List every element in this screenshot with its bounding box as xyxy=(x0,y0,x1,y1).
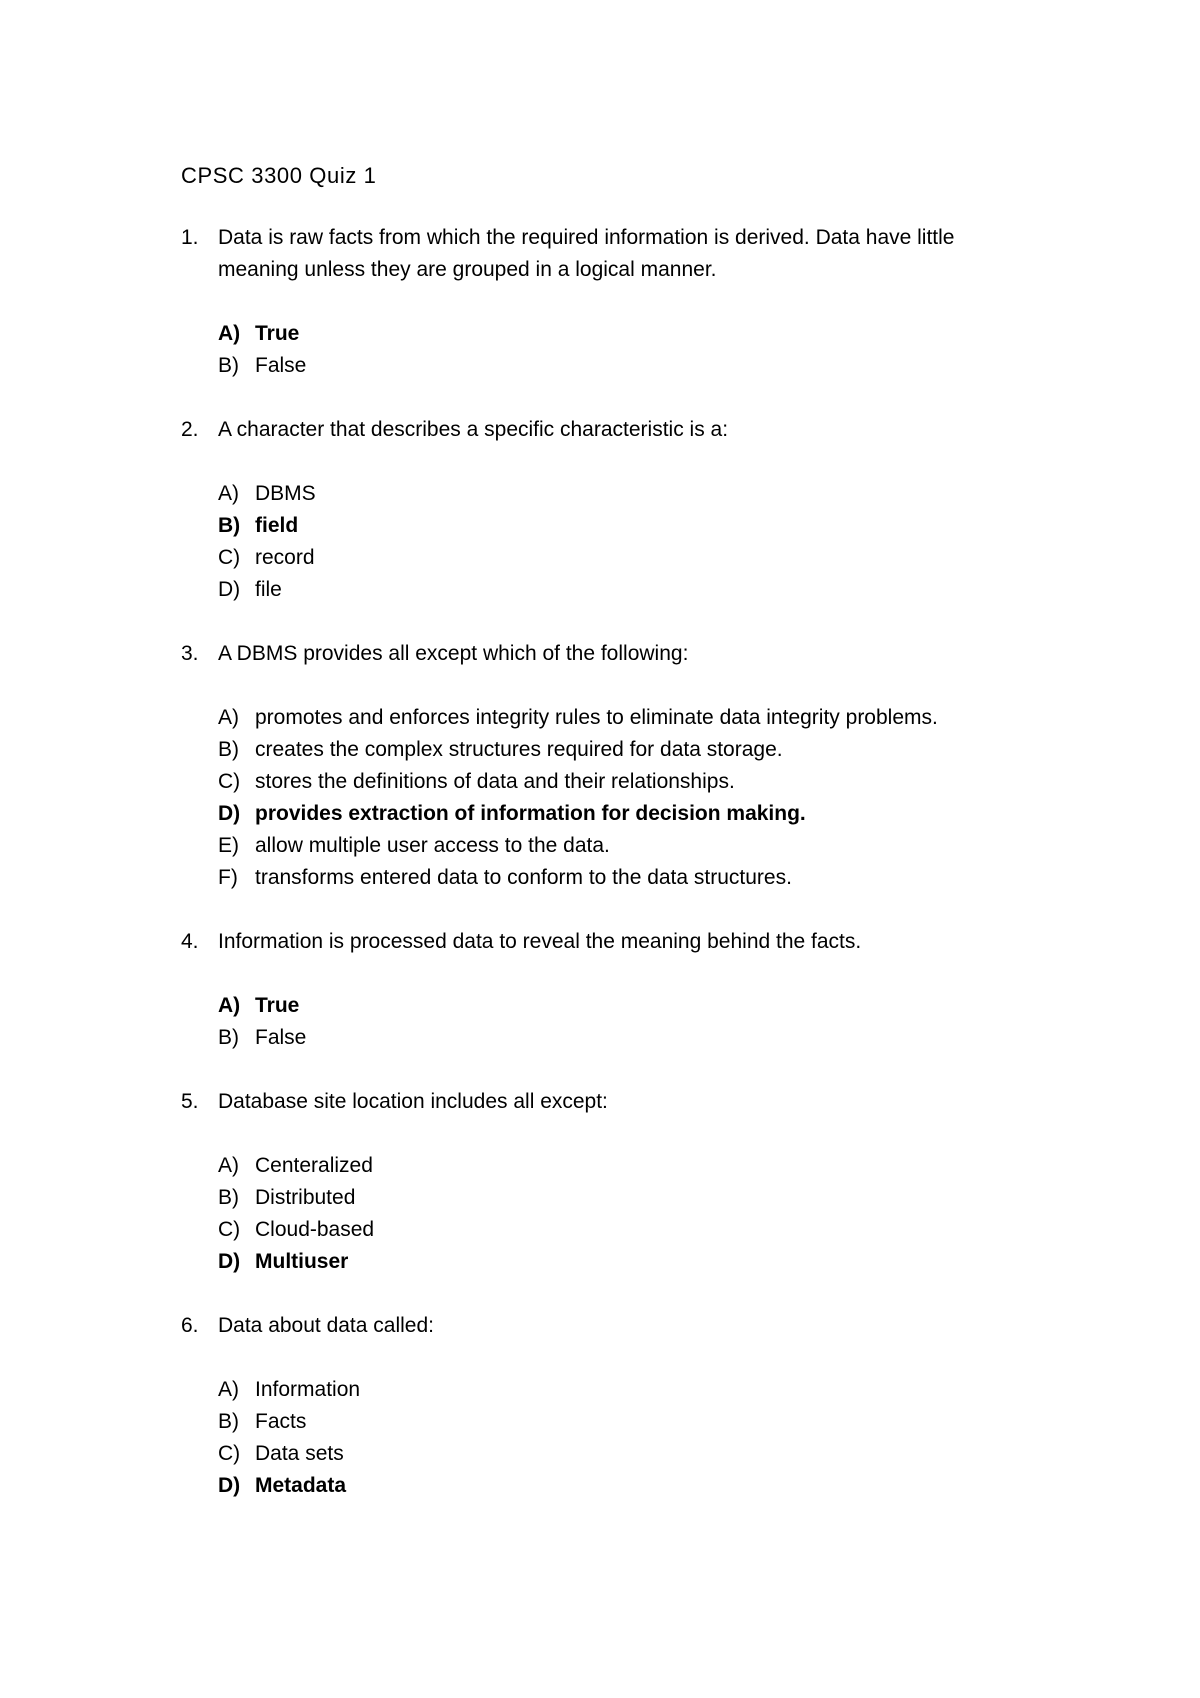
option-letter: B) xyxy=(218,738,239,761)
question-number: 2. xyxy=(181,418,199,441)
question-text: A character that describes a specific characteristic is a: xyxy=(218,418,729,441)
option-text: promotes and enforces integrity rules to eliminate data integrity problems. xyxy=(255,706,938,729)
option-text-correct: field xyxy=(255,514,299,537)
option-letter: B) xyxy=(218,514,241,537)
option-letter: C) xyxy=(218,546,241,569)
question-number: 6. xyxy=(181,1314,199,1337)
option-letter: D) xyxy=(218,1474,241,1497)
option-letter: B) xyxy=(218,1186,239,1209)
option-text: False xyxy=(255,354,307,377)
option-text: Facts xyxy=(255,1410,307,1433)
option-letter: C) xyxy=(218,1442,241,1465)
question-text: Information is processed data to reveal the meaning behind the facts. xyxy=(218,930,862,953)
option-letter: C) xyxy=(218,770,241,793)
option-letter: A) xyxy=(218,994,241,1017)
option-text-correct: True xyxy=(255,994,300,1017)
option-letter: A) xyxy=(218,706,239,729)
option-letter: F) xyxy=(218,866,238,889)
option-letter: B) xyxy=(218,354,239,377)
option-letter: A) xyxy=(218,1154,239,1177)
option-letter: E) xyxy=(218,834,239,857)
option-letter: A) xyxy=(218,482,239,505)
option-letter: B) xyxy=(218,1026,239,1049)
option-text-correct: True xyxy=(255,322,300,345)
option-letter: B) xyxy=(218,1410,239,1433)
option-text-correct: Metadata xyxy=(255,1474,347,1497)
option-text: Distributed xyxy=(255,1186,356,1209)
option-letter: D) xyxy=(218,578,241,601)
option-letter: A) xyxy=(218,322,241,345)
question-text: Database site location includes all except: xyxy=(218,1090,608,1113)
question-number: 1. xyxy=(181,226,199,249)
option-text: stores the definitions of data and their relationships. xyxy=(255,770,735,793)
option-letter: D) xyxy=(218,802,241,825)
option-letter: C) xyxy=(218,1218,241,1241)
option-text-correct: Multiuser xyxy=(255,1250,349,1273)
option-text: False xyxy=(255,1026,307,1049)
option-text: DBMS xyxy=(255,482,316,505)
option-letter: A) xyxy=(218,1378,239,1401)
question-number: 5. xyxy=(181,1090,199,1113)
option-text: file xyxy=(255,578,282,601)
option-text: creates the complex structures required for data storage. xyxy=(255,738,783,761)
option-letter: D) xyxy=(218,1250,241,1273)
option-text: record xyxy=(255,546,315,569)
option-text: Cloud-based xyxy=(255,1218,375,1241)
option-text: Information xyxy=(255,1378,361,1401)
option-text: Data sets xyxy=(255,1442,344,1465)
question-text: A DBMS provides all except which of the following: xyxy=(218,642,689,665)
option-text: Centeralized xyxy=(255,1154,373,1177)
option-text: allow multiple user access to the data. xyxy=(255,834,610,857)
question-number: 3. xyxy=(181,642,199,665)
option-text: transforms entered data to conform to the data structures. xyxy=(255,866,792,889)
document-title: CPSC 3300 Quiz 1 xyxy=(181,163,377,188)
question-text: Data is raw facts from which the required information is derived. Data have little meaning unless they are grouped in a logical manner. xyxy=(218,226,955,281)
question-number: 4. xyxy=(181,930,199,953)
option-text-correct: provides extraction of information for decision making. xyxy=(255,802,806,825)
question-text: Data about data called: xyxy=(218,1314,434,1337)
